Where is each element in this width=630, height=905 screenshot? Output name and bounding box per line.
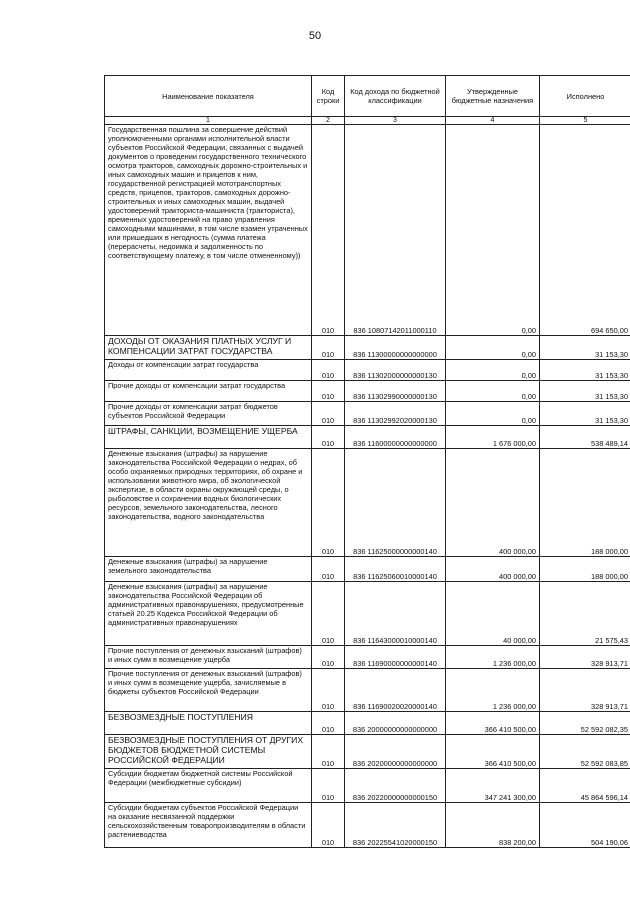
indicator-name: Прочие доходы от компенсации затрат бюджетов субъектов Российской Федерации — [105, 402, 312, 426]
line-code: 010 — [312, 125, 345, 336]
column-number: 5 — [540, 117, 630, 125]
table-row — [105, 402, 630, 426]
line-code: 010 — [312, 426, 345, 449]
indicator-name: ДОХОДЫ ОТ ОКАЗАНИЯ ПЛАТНЫХ УСЛУГ И КОМПЕНСАЦИИ ЗАТРАТ ГОСУДАРСТВА — [105, 336, 312, 360]
executed-amount: 21 575,43 — [540, 582, 630, 646]
income-code: 836 10807142011000110 — [345, 125, 446, 336]
executed-amount: 31 153,30 — [540, 402, 630, 426]
table-row — [105, 735, 630, 769]
table-row — [105, 557, 630, 582]
approved-amount: 0,00 — [446, 381, 540, 402]
line-code: 010 — [312, 712, 345, 735]
column-number: 4 — [446, 117, 540, 125]
indicator-name: Прочие поступления от денежных взысканий (штрафов) и иных сумм в возмещение ущерба, зачисляемые в бюджеты субъектов Российской Федерации — [105, 669, 312, 712]
indicator-name: БЕЗВОЗМЕЗДНЫЕ ПОСТУПЛЕНИЯ ОТ ДРУГИХ БЮДЖЕТОВ БЮДЖЕТНОЙ СИСТЕМЫ РОССИЙСКОЙ ФЕДЕРАЦИИ — [105, 735, 312, 769]
line-code: 010 — [312, 669, 345, 712]
table-row — [105, 803, 630, 848]
income-code: 836 11625000000000140 — [345, 449, 446, 557]
executed-amount: 188 000,00 — [540, 557, 630, 582]
executed-amount: 328 913,71 — [540, 669, 630, 712]
line-code: 010 — [312, 381, 345, 402]
approved-amount: 1 676 000,00 — [446, 426, 540, 449]
executed-amount: 694 650,00 — [540, 125, 630, 336]
line-code: 010 — [312, 449, 345, 557]
table-row — [105, 449, 630, 557]
indicator-name: Субсидии бюджетам субъектов Российской Федерации на оказание несвязанной поддержки сельскохозяйственным товаропроизводителям в области растениеводства — [105, 803, 312, 848]
indicator-name: Субсидии бюджетам бюджетной системы Российской Федерации (межбюджетные субсидии) — [105, 769, 312, 803]
header-indicator-name: Наименование показателя — [105, 76, 312, 117]
approved-amount: 400 000,00 — [446, 449, 540, 557]
income-code: 836 20220000000000150 — [345, 769, 446, 803]
indicator-name: Денежные взыскания (штрафы) за нарушение земельного законодательства — [105, 557, 312, 582]
page-number: 50 — [308, 30, 322, 42]
executed-amount: 328 913,71 — [540, 646, 630, 669]
income-code: 836 11302990000000130 — [345, 381, 446, 402]
approved-amount: 0,00 — [446, 402, 540, 426]
indicator-name: Прочие поступления от денежных взысканий (штрафов) и иных сумм в возмещение ущерба — [105, 646, 312, 669]
executed-amount: 188 000,00 — [540, 449, 630, 557]
approved-amount: 366 410 500,00 — [446, 712, 540, 735]
approved-amount: 347 241 300,00 — [446, 769, 540, 803]
line-code: 010 — [312, 582, 345, 646]
approved-amount: 838 200,00 — [446, 803, 540, 848]
income-code: 836 11690020020000140 — [345, 669, 446, 712]
approved-amount: 0,00 — [446, 336, 540, 360]
table-row — [105, 336, 630, 360]
indicator-name: БЕЗВОЗМЕЗДНЫЕ ПОСТУПЛЕНИЯ — [105, 712, 312, 735]
executed-amount: 538 489,14 — [540, 426, 630, 449]
line-code: 010 — [312, 803, 345, 848]
header-income-code: Код дохода по бюджетной классификации — [345, 76, 446, 117]
executed-amount: 504 190,06 — [540, 803, 630, 848]
executed-amount: 31 153,30 — [540, 381, 630, 402]
executed-amount: 52 592 082,35 — [540, 712, 630, 735]
header-approved: Утвержденные бюджетные назначения — [446, 76, 540, 117]
executed-amount: 52 592 083,85 — [540, 735, 630, 769]
indicator-name: Денежные взыскания (штрафы) за нарушение законодательства Российской Федерации об административных правонарушениях, предусмотренные статьей 20.25 Кодекса Российской Федерации об административных правонарушениях — [105, 582, 312, 646]
line-code: 010 — [312, 402, 345, 426]
indicator-name: Доходы от компенсации затрат государства — [105, 360, 312, 381]
income-code: 836 11643000010000140 — [345, 582, 446, 646]
executed-amount: 31 153,30 — [540, 336, 630, 360]
indicator-name: Денежные взыскания (штрафы) за нарушение законодательства Российской Федерации о недрах, об особо охраняемых природных территориях, об охране и использовании животного мира, об экологической экспертизе, в области охраны окружающей среды, о рыболовстве и сохранении водных биологических ресурсов, земельного законодательства, лесного законодательства, водного законодательства — [105, 449, 312, 557]
income-code: 836 20000000000000000 — [345, 712, 446, 735]
line-code: 010 — [312, 557, 345, 582]
table-row — [105, 646, 630, 669]
indicator-name: ШТРАФЫ, САНКЦИИ, ВОЗМЕЩЕНИЕ УЩЕРБА — [105, 426, 312, 449]
line-code: 010 — [312, 360, 345, 381]
approved-amount: 1 236 000,00 — [446, 646, 540, 669]
approved-amount: 0,00 — [446, 125, 540, 336]
executed-amount: 45 864 596,14 — [540, 769, 630, 803]
header-row — [105, 76, 630, 117]
table-row — [105, 360, 630, 381]
header-executed: Исполнено — [540, 76, 630, 117]
approved-amount: 1 236 000,00 — [446, 669, 540, 712]
approved-amount: 0,00 — [446, 360, 540, 381]
line-code: 010 — [312, 769, 345, 803]
column-number: 1 — [105, 117, 312, 125]
income-code: 836 20200000000000000 — [345, 735, 446, 769]
line-code: 010 — [312, 336, 345, 360]
income-code: 836 11625060010000140 — [345, 557, 446, 582]
income-code: 836 20225541020000150 — [345, 803, 446, 848]
income-code: 836 11600000000000000 — [345, 426, 446, 449]
line-code: 010 — [312, 735, 345, 769]
income-code: 836 11302000000000130 — [345, 360, 446, 381]
executed-amount: 31 153,30 — [540, 360, 630, 381]
table-row — [105, 381, 630, 402]
indicator-name: Государственная пошлина за совершение действий уполномоченными органами исполнительной власти субъектов Российской Федерации, связанных с выдачей документов о проведении государственного технического осмотра тракторов, самоходных дорожно-строительных и иных самоходных машин и прицепов к ним, государственной регистрацией мототранспортных средств, прицепов, тракторов, самоходных дорожно-строительных и иных самоходных машин, выдачей удостоверений тракториста-машиниста (тракториста), временных удостоверений на право управления самоходными машинами, в том числе взамен утраченных или пришедших в негодность (сумма платежа (перерасчеты, недоимка и задолженность по соответствующему платежу, в том числе отмененному)) — [105, 125, 312, 336]
income-code: 836 11690000000000140 — [345, 646, 446, 669]
column-number-row — [105, 117, 630, 125]
table-row — [105, 125, 630, 336]
approved-amount: 366 410 500,00 — [446, 735, 540, 769]
approved-amount: 40 000,00 — [446, 582, 540, 646]
table-row — [105, 712, 630, 735]
column-number: 2 — [312, 117, 345, 125]
table-row — [105, 582, 630, 646]
budget-report-table — [104, 75, 630, 848]
table-row — [105, 426, 630, 449]
header-line-code: Код строки — [312, 76, 345, 117]
income-code: 836 11300000000000000 — [345, 336, 446, 360]
approved-amount: 400 000,00 — [446, 557, 540, 582]
line-code: 010 — [312, 646, 345, 669]
column-number: 3 — [345, 117, 446, 125]
table-row — [105, 769, 630, 803]
table-row — [105, 669, 630, 712]
income-code: 836 11302992020000130 — [345, 402, 446, 426]
indicator-name: Прочие доходы от компенсации затрат государства — [105, 381, 312, 402]
